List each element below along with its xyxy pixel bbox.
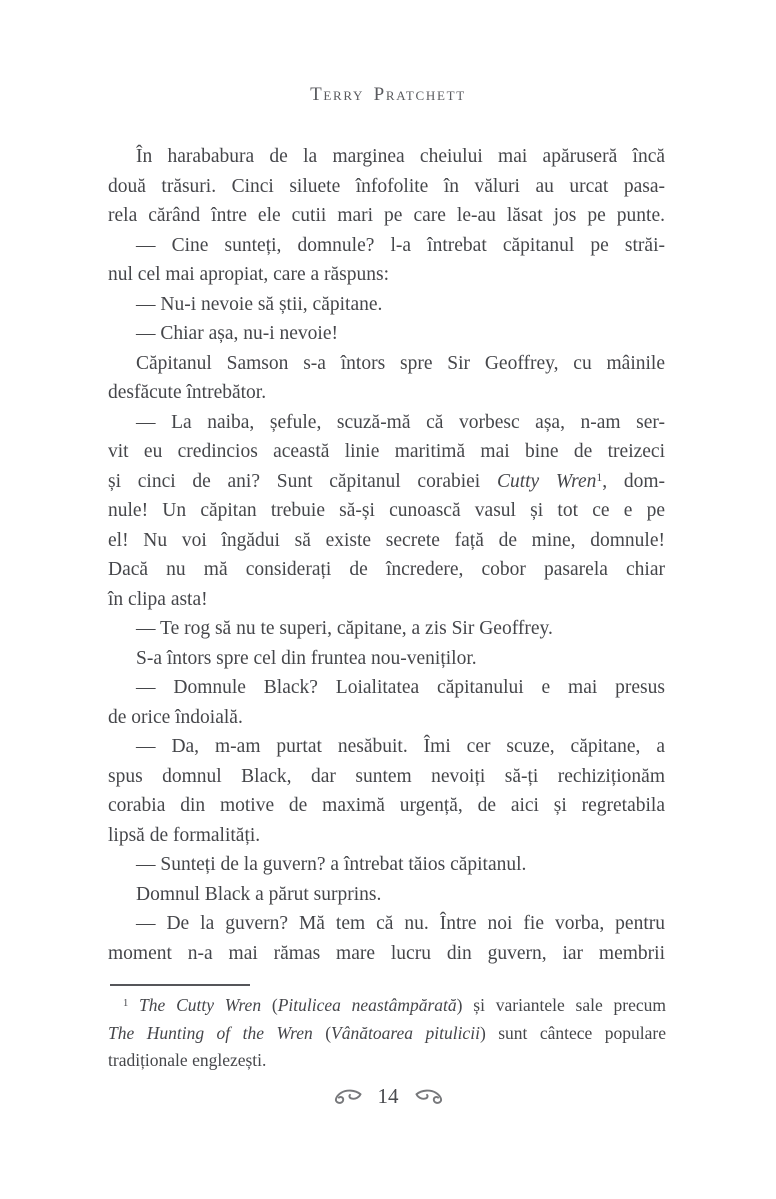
text-segment: — Cine sunteți, domnule? l-a întrebat căpitanul pe străi- [136,234,665,256]
footnote-line [108,992,666,1020]
text-segment: — Chiar așa, nu-i nevoie! [136,323,338,344]
text-segment: corabia din motive de maximă urgență, de aici și regretabila [108,795,665,816]
text-segment: — Sunteți de la guvern? a întrebat tăios căpitanul. [136,854,527,875]
body-line [108,496,665,526]
body-line [108,850,665,880]
text-segment: lipsă de formalități. [108,824,261,846]
text-segment: În harababura de la marginea cheiului mai apăruseră încă [136,146,665,167]
text-segment: două trăsuri. Cinci siluete înfofolite în văluri au urcat pasa- [108,175,665,197]
text-segment: el! Nu voi îngădui să existe secrete față de mine, domnule! [108,529,665,551]
text-segment: rela cărând între ele cutii mari pe care le-au lăsat jos pe punte. [108,205,665,226]
text-segment: și cinci de ani? Sunt căpitanul corabiei [108,470,497,492]
text-segment: ( [261,995,278,1015]
text-segment: moment n-a mai rămas mare lucru din guvern, iar membrii [108,942,665,964]
text-segment: — De la guvern? Mă tem că nu. Între noi fie vorba, pentru [136,913,665,934]
body-line [108,526,665,556]
body-line [108,437,665,467]
text-segment: nul cel mai apropiat, care a răspuns: [108,264,390,285]
body-line [108,408,665,438]
text-segment: Dacă nu mă considerați de încredere, cobor pasarela chiar [108,559,665,580]
body-line [108,880,665,910]
body-line [108,290,665,320]
text-segment: , dom- [602,470,665,492]
body-line [108,201,665,231]
page-footer [0,1084,776,1109]
text-segment: ) și variantele sale precum [456,995,666,1015]
text-segment: tradiționale englezești. [108,1050,267,1070]
paragraph [108,732,665,850]
text-segment: ( [312,1022,332,1043]
body-line [108,762,665,792]
running-header: Terry Pratchett [310,84,466,105]
body-line [108,644,665,674]
paragraph [108,673,665,732]
swash-flourish-right-icon [415,1089,445,1105]
italic-text: Pitulicea neastâmpărată [277,995,457,1015]
body-line [108,349,665,379]
paragraph [108,408,665,615]
paragraph [108,880,665,910]
body-line [108,467,665,497]
text-segment: desfăcute întrebător. [108,382,267,403]
body-text [108,142,665,968]
text-segment: — Da, m-am purtat nesăbuit. Îmi cer scuze, căpitane, a [136,736,665,757]
page-number: 14 [377,1084,399,1108]
body-line [108,673,665,703]
body-line [108,231,665,261]
body-line [108,585,665,615]
superscript-marker: 1 [596,470,603,484]
body-line [108,732,665,762]
paragraph [108,142,665,231]
body-line [108,791,665,821]
footnote [108,992,666,1075]
paragraph [108,349,665,408]
paragraph [108,231,665,290]
text-segment: spus domnul Black, dar suntem nevoiți să-ți rechiziționăm [108,765,665,787]
text-segment: în clipa asta! [108,588,208,610]
swash-flourish-left-icon [332,1089,362,1105]
text-segment: vit eu credincios această linie maritimă mai bine de treizeci [108,441,665,462]
text-segment: — La naiba, șefule, scuză-mă că vorbesc așa, n-am ser- [136,411,665,433]
superscript-marker: 1 [123,997,129,1009]
body-line [108,378,665,408]
paragraph [108,850,665,880]
text-segment: nule! Un căpitan trebuie să-și cunoască vasul și tot ce e pe [108,500,665,521]
paragraph [108,614,665,644]
body-line [108,260,665,290]
footnote-rule [110,984,250,986]
text-segment: Căpitanul Samson s-a întors spre Sir Geoffrey, cu mâinile [136,352,665,374]
body-line [108,821,665,851]
paragraph [108,909,665,968]
paragraph [108,644,665,674]
body-line [108,142,665,172]
paragraph [108,319,665,349]
footnote-line [108,1020,666,1048]
italic-text: The Hunting of the Wren [108,1022,313,1043]
paragraph [108,290,665,320]
text-segment: — Domnule Black? Loialitatea căpitanului e mai presus [136,677,665,698]
text-segment: Domnul Black a părut surprins. [136,883,382,905]
body-line [108,703,665,733]
italic-text: The Cutty Wren [139,995,262,1015]
body-line [108,319,665,349]
body-line [108,555,665,585]
body-line [108,909,665,939]
italic-text: Vânătoarea pitulicii [331,1022,480,1043]
text-segment: de orice îndoială. [108,706,243,728]
body-line [108,614,665,644]
text-segment [128,995,139,1015]
body-line [108,172,665,202]
text-segment: ) sunt cântece populare [479,1022,666,1043]
text-segment: — Te rog să nu te superi, căpitane, a zis Sir Geoffrey. [136,618,553,639]
text-segment: — Nu-i nevoie să știi, căpitane. [136,293,383,315]
italic-text: Cutty Wren [496,470,597,492]
body-line [108,939,665,969]
footnote-line [108,1047,666,1075]
text-segment: S-a întors spre cel din fruntea nou-veniților. [136,647,477,669]
